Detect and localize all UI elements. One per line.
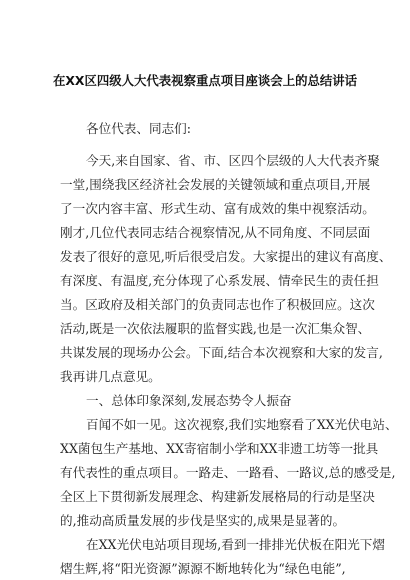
paragraph-line: 我再讲几点意见。: [60, 369, 161, 384]
paragraph-line: 百闻不如一见。这次视察,我们实地察看了XX光伏电站、: [86, 417, 398, 432]
paragraph-line: 有代表性的重点项目。一路走、一路看、一路议,总的感受是,: [60, 465, 396, 480]
paragraph-line: 了一次内容丰富、形式生动、富有成效的集中视察活动。: [60, 201, 375, 216]
section-heading: 一、总体印象深刻,发展态势令人振奋: [86, 393, 292, 408]
paragraph-line: 活动,既是一次依法履职的监督实践,也是一次汇集众智、: [60, 321, 371, 336]
paragraph-line: 今天,来自国家、省、市、区四个层级的人大代表齐聚: [86, 153, 380, 168]
salutation: 各位代表、同志们:: [86, 121, 191, 136]
paragraph-line: 共谋发展的现场办公会。下面,结合本次视察和大家的发言,: [60, 345, 383, 360]
paragraph-line: 刚才,几位代表同志结合视察情况,从不同角度、不同层面: [60, 225, 371, 240]
paragraph-line: 全区上下贯彻新发展理念、构建新发展格局的行动是坚决: [60, 489, 375, 504]
paragraph-line: 发表了很好的意见,听后很受启发。大家提出的建议有高度、: [60, 249, 392, 264]
paragraph-line: 熠生辉,将“阳光资源”源源不断地转化为“绿色电能”,: [60, 561, 346, 576]
paragraph-line: 有深度、有温度,充分体现了心系发展、情牵民生的责任担: [60, 273, 379, 288]
paragraph-line: 在XX光伏电站项目现场,看到一排排光伏板在阳光下熠: [86, 537, 385, 552]
paragraph-line: 当。区政府及相关部门的负责同志也作了积极回应。这次: [60, 297, 375, 312]
paragraph-line: XX菌包生产基地、XX寄宿制小学和XX非遗工坊等一批具: [60, 441, 379, 456]
paragraph-line: 的,推动高质量发展的步伐是坚实的,成果是显著的。: [60, 513, 346, 528]
document-title: 在XX区四级人大代表视察重点项目座谈会上的总结讲话: [52, 73, 358, 88]
paragraph-line: 一堂,围绕我区经济社会发展的关键领域和重点项目,开展: [60, 177, 371, 192]
